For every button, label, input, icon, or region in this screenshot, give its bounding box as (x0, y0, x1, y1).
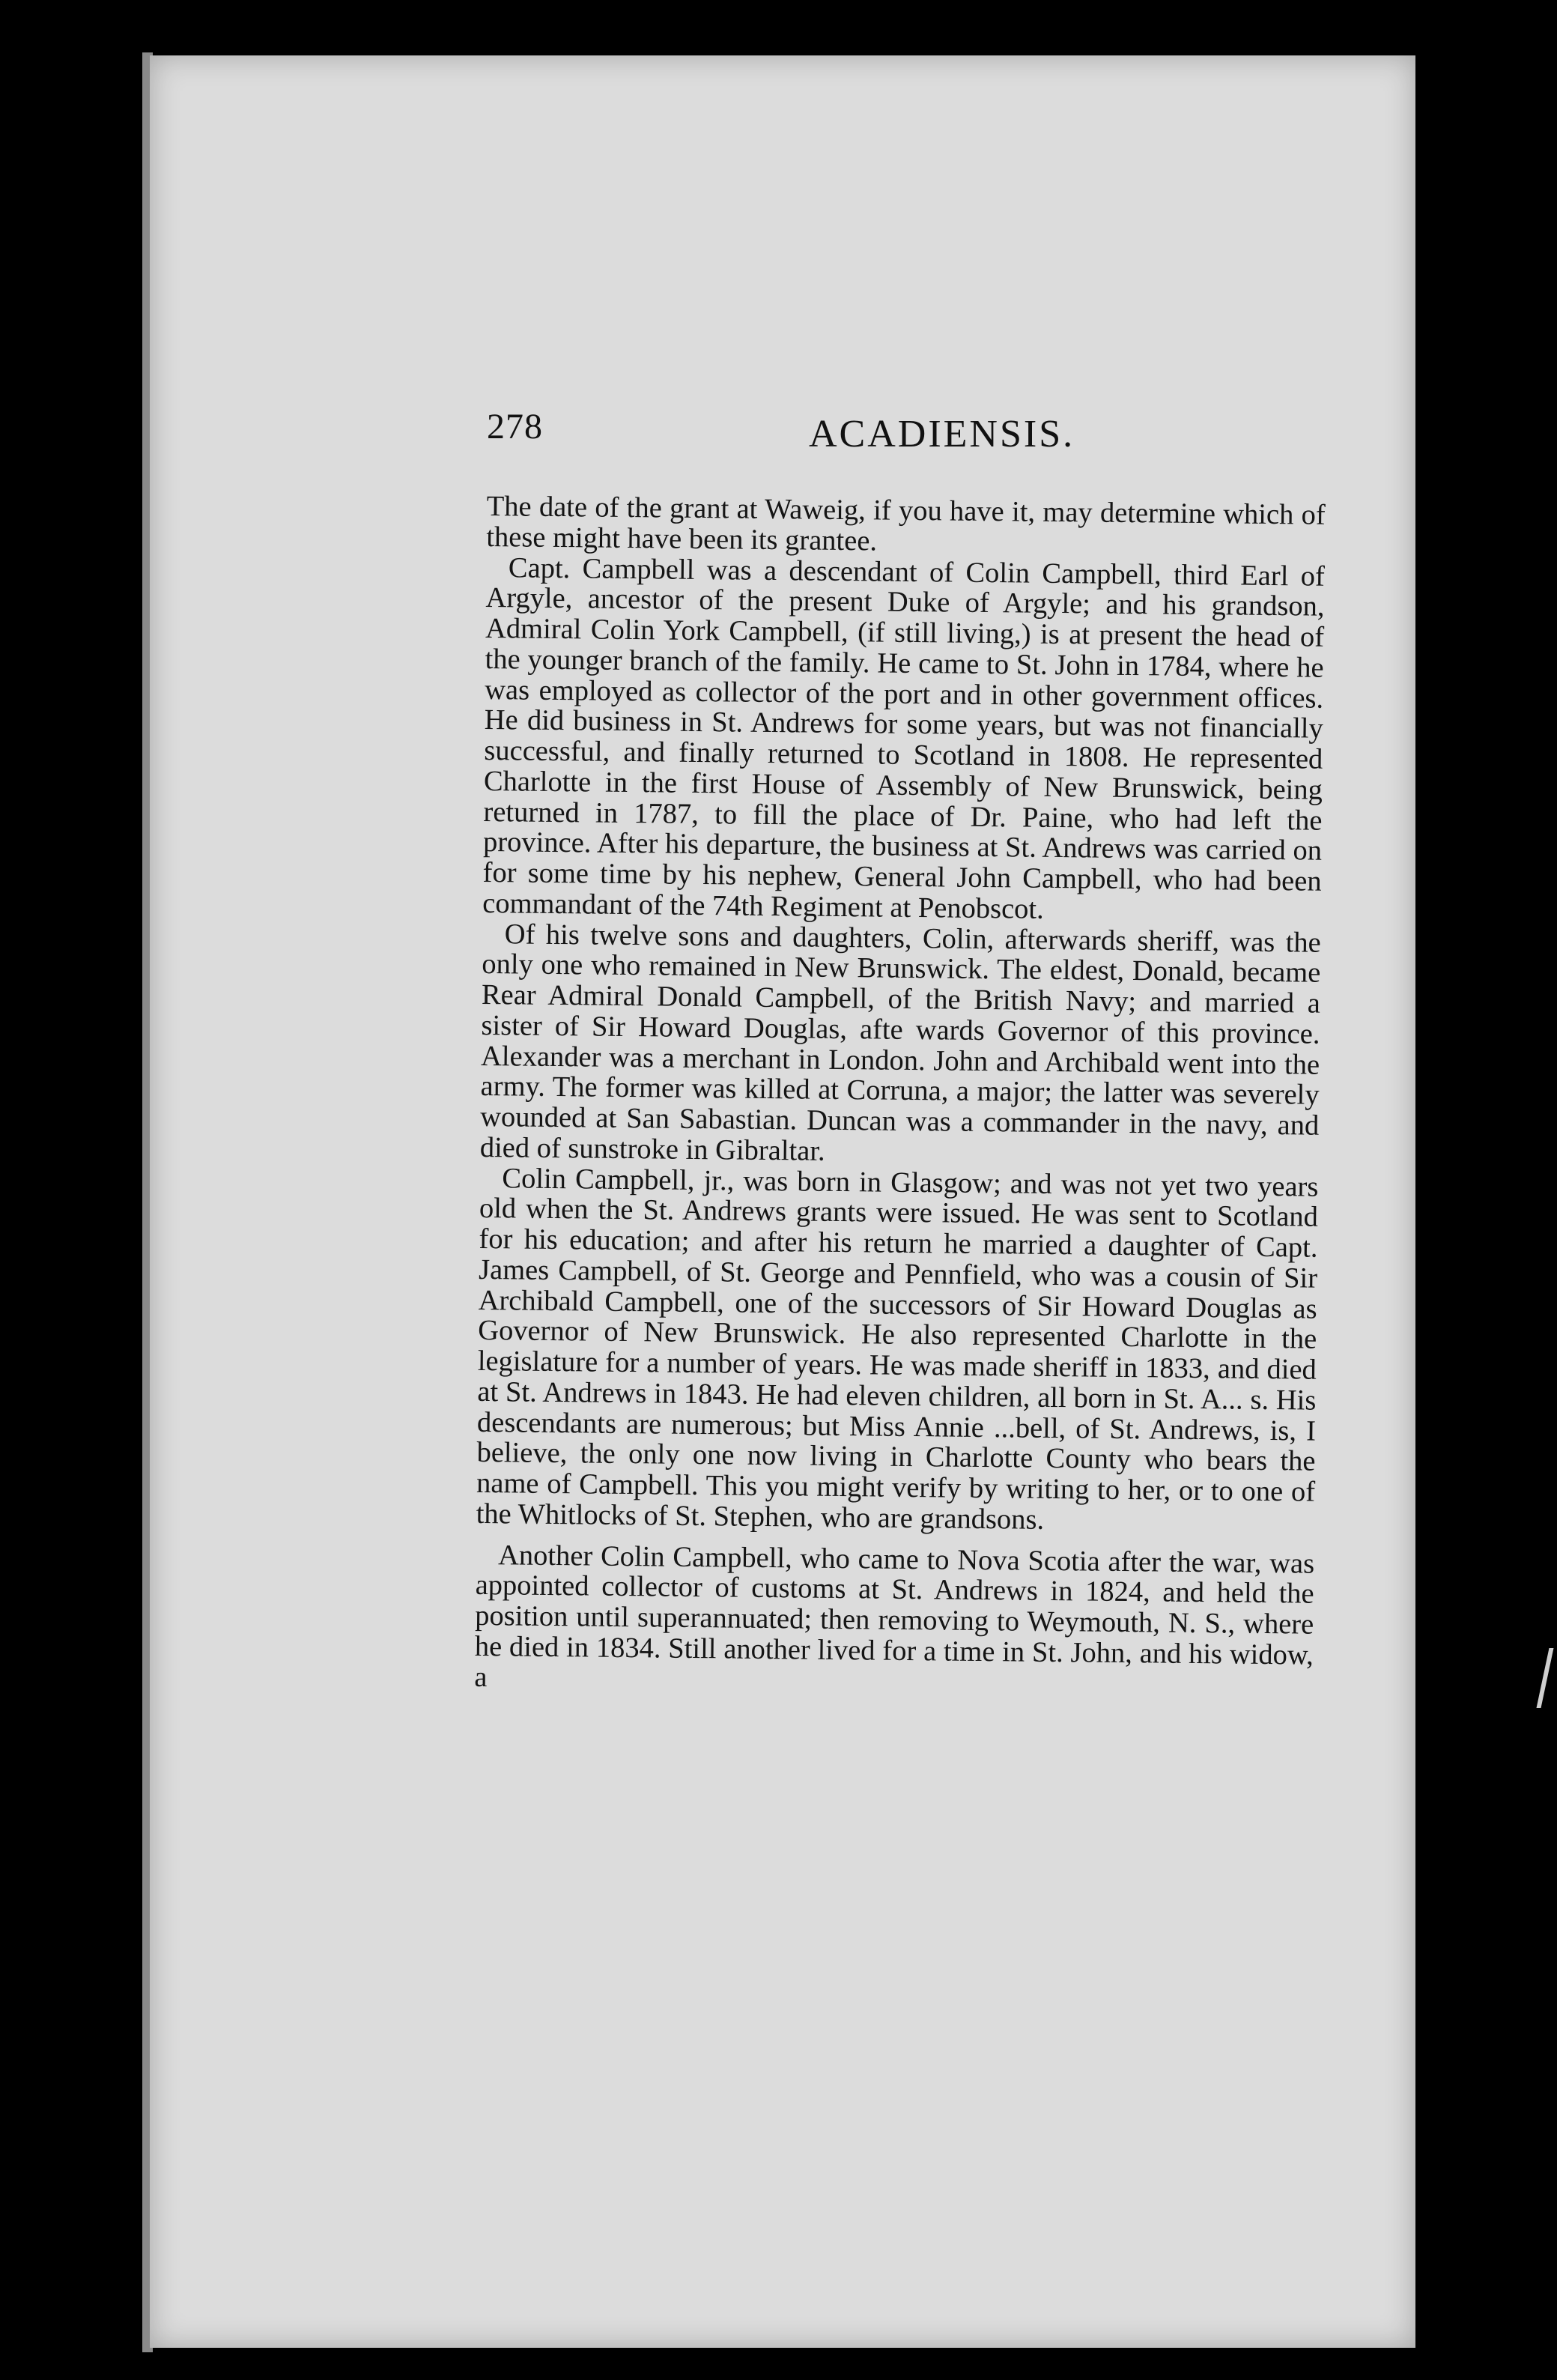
running-head: ACADIENSIS. (809, 413, 1075, 455)
paragraph: Another Colin Campbell, who came to Nova Scotia after the war, was appointed collector of customs at St. Andrews in 1824, and held the position until superannuated; then removing to Weymouth, N. S., where he died in 1834. Still another lived for a time in St. John, and his widow, a (474, 1539, 1315, 1693)
paragraph: Colin Campbell, jr., was born in Glasgow; and was not yet two years old when the St. Andrews grants were issued. He was sent to Scotland for his education; and after his return he married a daughter of Capt. James Campbell, of St. George and Pennfield, who was a cousin of Sir Archibald Campbell, one of the successors of Sir Howard Douglas as Governor of New Brunswick. He also represented Charlotte in the legislature for a number of years. He was made sheriff in 1833, and died at St. Andrews in 1843. He had eleven children, all born in St. A... s. His descendants are numerous; but Miss Annie ...bell, of St. Andrews, is, I believe, the only one now living in Charlotte County who bears the name of Campbell. This you might verify by writing to her, or to one of the Whitlocks of St. Stephen, who are grandsons. (476, 1162, 1319, 1536)
paragraph: Capt. Campbell was a descendant of Colin Campbell, third Earl of Argyle, ancestor of the present Duke of Argyle; and his grandson, Admiral Colin York Campbell, (if still living,) is at present the head of the younger branch of the family. He came to St. John in 1784, where he was employed as collector of the port and in other government offices. He did business in St. Andrews for some years, but was not financially successful, and finally returned to Scotland in 1808. He represented Charlotte in the first House of Assembly of New Brunswick, being returned in 1787, to fill the place of Dr. Paine, who had left the province. After his departure, the business at St. Andrews was carried on for some time by his nephew, General John Campbell, who had been commandant of the 74th Regiment at Penobscot. (482, 551, 1326, 925)
paragraph: The date of the grant at Waweig, if you have it, may determine which of these might have been its grantee. (486, 491, 1326, 557)
paragraph: Of his twelve sons and daughters, Colin, afterwards sheriff, was the only one who remained in New Brunswick. The eldest, Donald, became Rear Admiral Donald Campbell, of the British Navy; and married a sister of Sir Howard Douglas, afte wards Governor of this province. Alexander was a merchant in London. John and Archibald went into the army. The former was killed at Corruna, a major; the latter was severely wounded at San Sabastian. Duncan was a commander in the navy, and died of sunstroke in Gibraltar. (479, 918, 1321, 1167)
page-header (487, 405, 1326, 464)
adjacent-page-mark (1536, 1648, 1553, 1708)
body-text (474, 491, 1326, 1701)
page-number: 278 (487, 407, 543, 446)
